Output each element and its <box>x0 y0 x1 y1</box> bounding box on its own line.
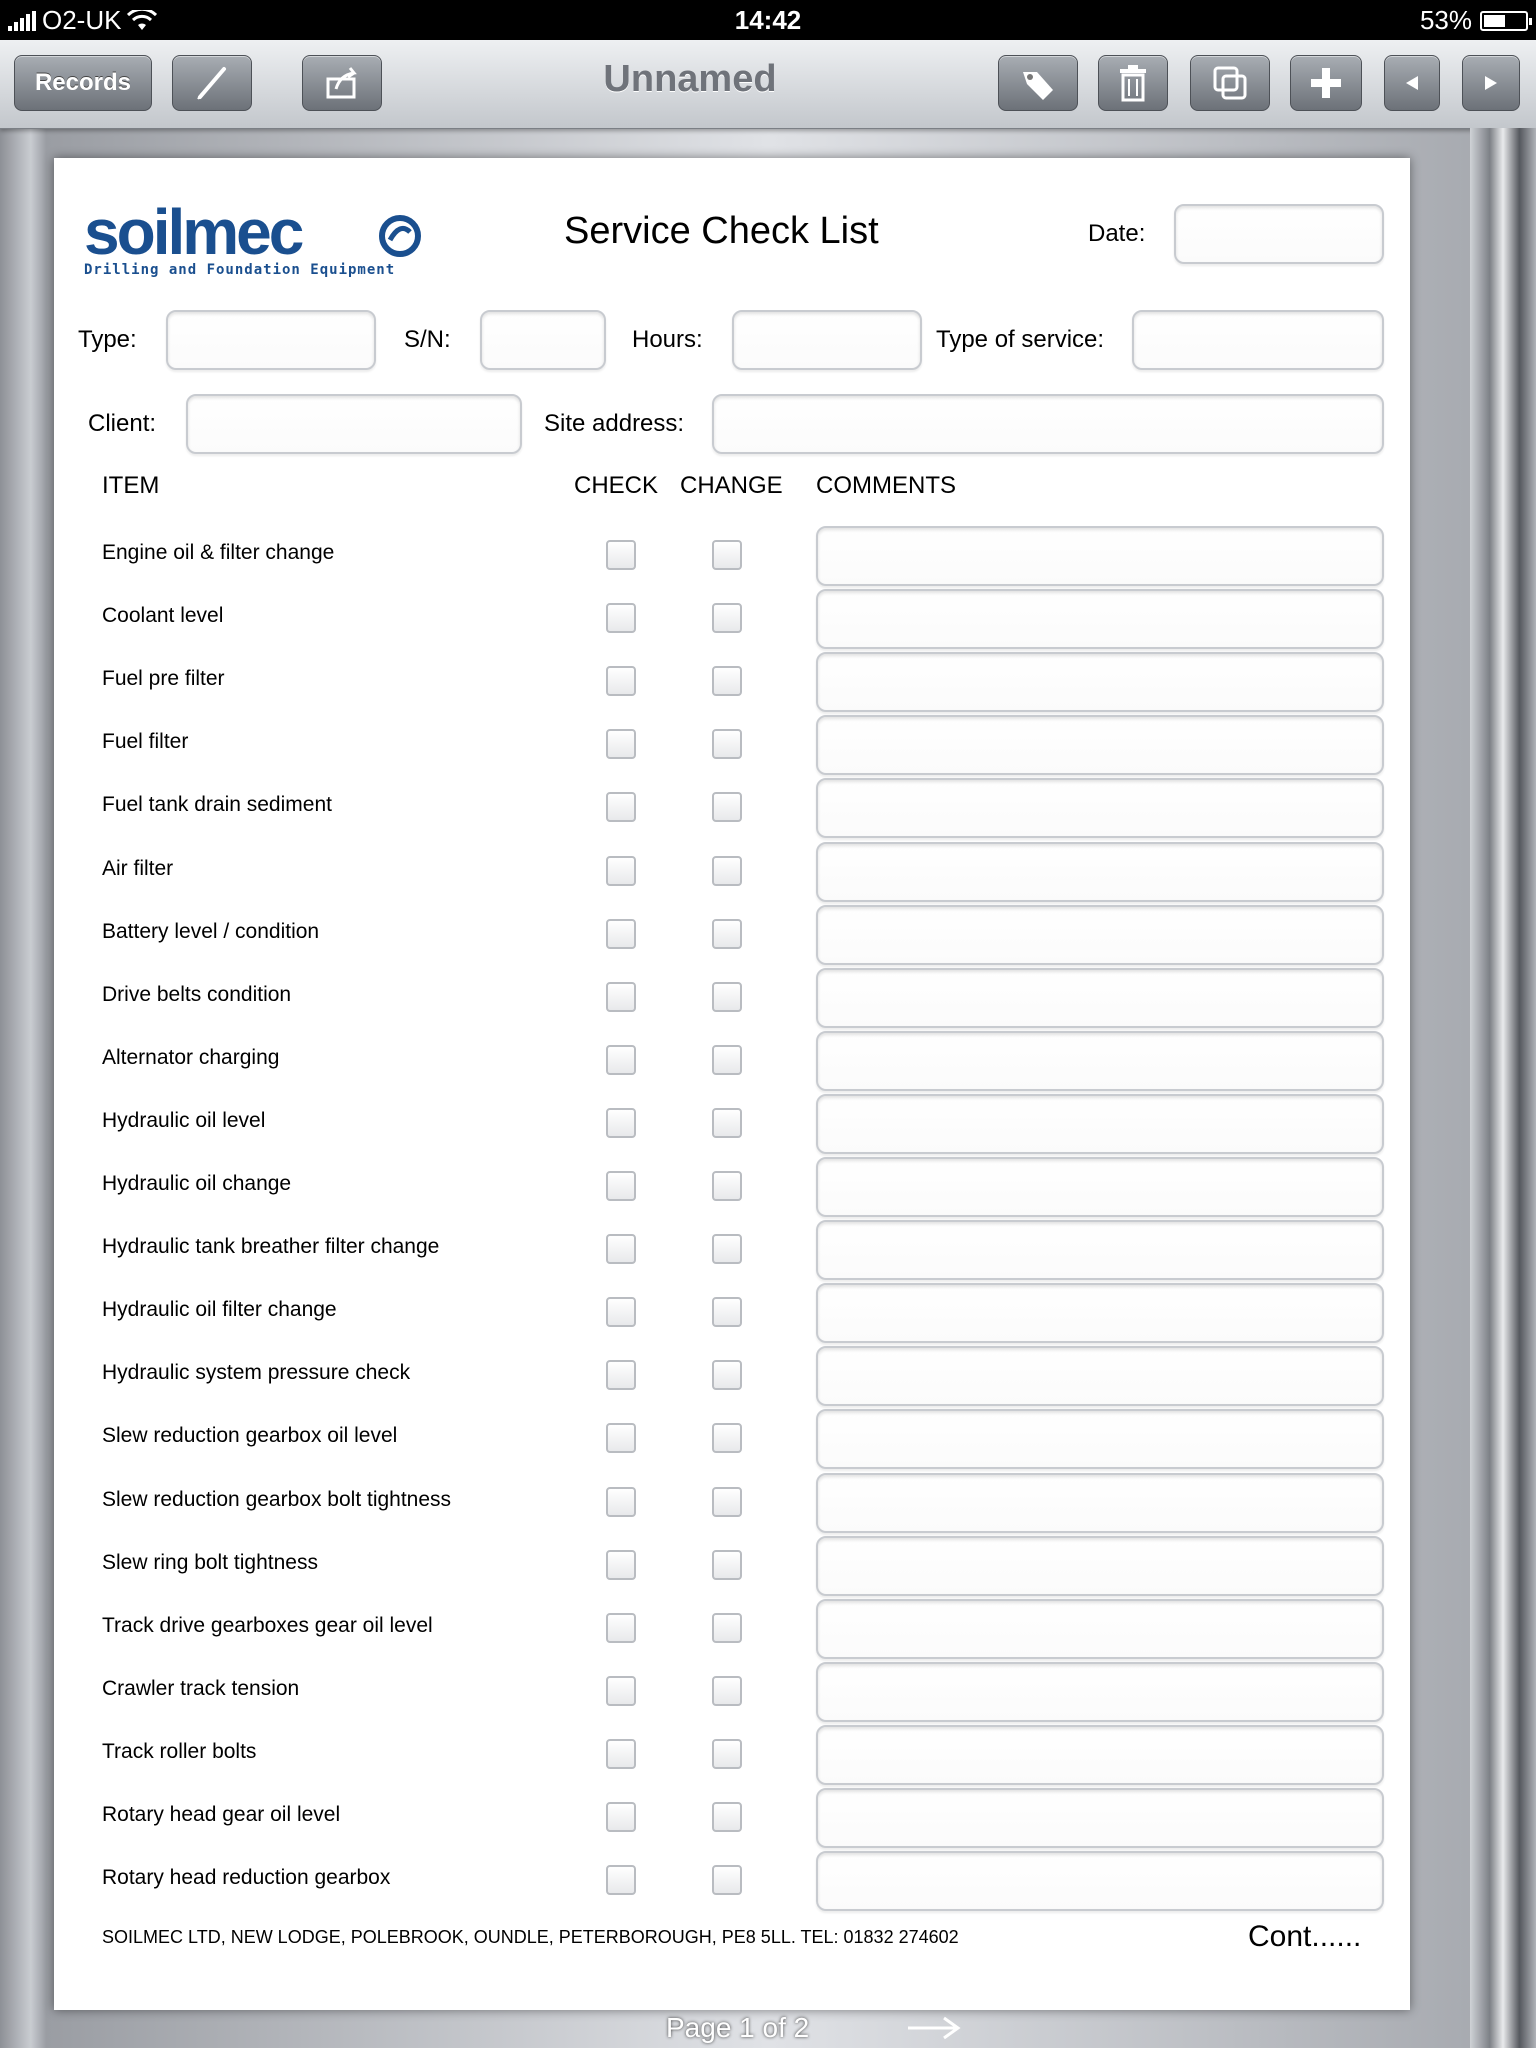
checklist-row <box>54 1538 1410 1601</box>
copy-icon <box>1210 63 1250 103</box>
check-checkbox[interactable] <box>606 856 636 886</box>
checklist-item-label: Fuel filter <box>102 730 189 754</box>
checklist-item-label: Slew ring bolt tightness <box>102 1550 318 1574</box>
site-address-label: Site address: <box>544 410 685 437</box>
checklist-row <box>54 1475 1410 1538</box>
change-checkbox[interactable] <box>712 603 742 633</box>
right-arrow-icon <box>1481 73 1501 93</box>
change-checkbox[interactable] <box>712 1550 742 1580</box>
checklist-row <box>54 1285 1410 1348</box>
comment-field[interactable] <box>816 1094 1384 1154</box>
checklist-item-label: Hydraulic system pressure check <box>102 1361 411 1385</box>
check-checkbox[interactable] <box>606 1550 636 1580</box>
checklist-row <box>54 1601 1410 1664</box>
check-checkbox[interactable] <box>606 729 636 759</box>
check-checkbox[interactable] <box>606 919 636 949</box>
change-checkbox[interactable] <box>712 1865 742 1895</box>
comment-field[interactable] <box>816 1157 1384 1217</box>
next-button[interactable] <box>1462 55 1520 111</box>
checklist-item-label: Hydraulic oil filter change <box>102 1298 337 1322</box>
change-checkbox[interactable] <box>712 666 742 696</box>
check-checkbox[interactable] <box>606 792 636 822</box>
checklist-row <box>54 780 1410 843</box>
tag-icon <box>1017 62 1059 104</box>
duplicate-button[interactable] <box>1190 55 1270 111</box>
checklist-item-label: Hydraulic tank breather filter change <box>102 1235 440 1259</box>
checklist-row <box>54 1348 1410 1411</box>
share-button[interactable] <box>302 55 382 111</box>
comment-field[interactable] <box>816 1599 1384 1659</box>
sn-label: S/N: <box>404 326 451 353</box>
trash-icon <box>1116 63 1150 103</box>
next-page-preview <box>1470 128 1536 2048</box>
check-checkbox[interactable] <box>606 1423 636 1453</box>
checklist-item-label: Coolant level <box>102 604 224 628</box>
change-checkbox[interactable] <box>712 1108 742 1138</box>
checklist-item-label: Hydraulic oil level <box>102 1108 266 1132</box>
sn-field[interactable] <box>480 310 606 370</box>
continued-label: Cont...... <box>1248 1920 1362 1953</box>
share-icon <box>322 63 362 103</box>
check-checkbox[interactable] <box>606 1676 636 1706</box>
checklist-item-label: Slew reduction gearbox oil level <box>102 1424 398 1448</box>
service-type-field[interactable] <box>1132 310 1384 370</box>
checklist-row <box>54 1222 1410 1285</box>
check-checkbox[interactable] <box>606 1865 636 1895</box>
toolbar <box>0 40 1536 129</box>
logo-mark-icon <box>378 214 422 258</box>
plus-icon <box>1309 66 1343 100</box>
form-title: Service Check List <box>564 210 879 252</box>
change-checkbox[interactable] <box>712 1234 742 1264</box>
checklist-item-label: Air filter <box>102 856 174 880</box>
checklist-row <box>54 1096 1410 1159</box>
checklist-item-label: Crawler track tension <box>102 1676 300 1700</box>
checklist-row <box>54 1664 1410 1727</box>
checklist-row <box>54 1790 1410 1853</box>
comment-field[interactable] <box>816 589 1384 649</box>
left-arrow-icon <box>1402 73 1422 93</box>
change-column-header: CHANGE <box>680 472 783 499</box>
check-checkbox[interactable] <box>606 1045 636 1075</box>
comments-column-header: COMMENTS <box>816 472 956 499</box>
service-type-label: Type of service: <box>936 326 1105 353</box>
checklist-item-label: Drive belts condition <box>102 982 292 1006</box>
pen-icon <box>192 63 232 103</box>
check-checkbox[interactable] <box>606 982 636 1012</box>
change-checkbox[interactable] <box>712 1171 742 1201</box>
change-checkbox[interactable] <box>712 1423 742 1453</box>
add-button[interactable] <box>1290 55 1362 111</box>
checklist-row <box>54 1727 1410 1790</box>
change-checkbox[interactable] <box>712 982 742 1012</box>
change-checkbox[interactable] <box>712 919 742 949</box>
comment-field[interactable] <box>816 905 1384 965</box>
comment-field[interactable] <box>816 526 1384 586</box>
item-column-header: ITEM <box>102 472 160 499</box>
checklist-row <box>54 1033 1410 1096</box>
checklist-row <box>54 970 1410 1033</box>
hours-label: Hours: <box>632 326 703 353</box>
check-checkbox[interactable] <box>606 1108 636 1138</box>
checklist-row <box>54 907 1410 970</box>
check-checkbox[interactable] <box>606 603 636 633</box>
change-checkbox[interactable] <box>712 1739 742 1769</box>
check-checkbox[interactable] <box>606 1739 636 1769</box>
change-checkbox[interactable] <box>712 856 742 886</box>
checklist-item-label: Hydraulic oil change <box>102 1172 292 1195</box>
date-field[interactable] <box>1174 204 1384 264</box>
status-bar <box>0 0 1536 40</box>
comment-field[interactable] <box>816 842 1384 902</box>
checklist-row <box>54 1853 1410 1916</box>
checklist-row <box>54 1411 1410 1474</box>
check-checkbox[interactable] <box>606 1802 636 1832</box>
document-title: Unnamed <box>603 58 777 100</box>
checklist-item-label: Alternator charging <box>102 1045 280 1069</box>
change-checkbox[interactable] <box>712 792 742 822</box>
change-checkbox[interactable] <box>712 1676 742 1706</box>
carrier-name: O2-UK <box>42 5 122 35</box>
comment-field[interactable] <box>816 1473 1384 1533</box>
comment-field[interactable] <box>816 1662 1384 1722</box>
checklist-item-label: Rotary head gear oil level <box>102 1803 341 1826</box>
change-checkbox[interactable] <box>712 1360 742 1390</box>
comment-field[interactable] <box>816 1031 1384 1091</box>
delete-button[interactable] <box>1098 55 1168 111</box>
check-checkbox[interactable] <box>606 1297 636 1327</box>
hours-field[interactable] <box>732 310 922 370</box>
soilmec-logo: soilmec Drilling and Foundation Equipment <box>84 202 404 282</box>
checklist-row <box>54 717 1410 780</box>
checklist-row <box>54 654 1410 717</box>
check-checkbox[interactable] <box>606 1360 636 1390</box>
checklist-row <box>54 591 1410 654</box>
type-field[interactable] <box>166 310 376 370</box>
comment-field[interactable] <box>816 1409 1384 1469</box>
change-checkbox[interactable] <box>712 1297 742 1327</box>
change-checkbox[interactable] <box>712 540 742 570</box>
checklist-row <box>54 844 1410 907</box>
comment-field[interactable] <box>816 968 1384 1028</box>
comment-field[interactable] <box>816 1346 1384 1406</box>
check-checkbox[interactable] <box>606 666 636 696</box>
checklist-item-label: Fuel tank drain sediment <box>102 793 332 817</box>
checklist-row <box>54 1159 1410 1222</box>
tag-button[interactable] <box>998 55 1078 111</box>
check-checkbox[interactable] <box>606 1487 636 1517</box>
form-page <box>54 158 1410 2010</box>
checklist-row <box>54 528 1410 591</box>
client-label: Client: <box>88 410 157 437</box>
comment-field[interactable] <box>816 652 1384 712</box>
comment-field[interactable] <box>816 715 1384 775</box>
company-address: SOILMEC LTD, NEW LODGE, POLEBROOK, OUNDLE, PETERBOROUGH, PE8 5LL. TEL: 01832 274602 <box>102 1927 959 1947</box>
comment-field[interactable] <box>816 1536 1384 1596</box>
check-column-header: CHECK <box>574 472 659 499</box>
check-checkbox[interactable] <box>606 1171 636 1201</box>
date-label: Date: <box>1088 220 1146 247</box>
edit-button[interactable] <box>172 55 252 111</box>
comment-field[interactable] <box>816 778 1384 838</box>
change-checkbox[interactable] <box>712 1487 742 1517</box>
comment-field[interactable] <box>816 1283 1384 1343</box>
previous-button[interactable] <box>1384 55 1440 111</box>
records-button[interactable]: Records <box>14 55 152 111</box>
clock: 14:42 <box>734 5 802 35</box>
change-checkbox[interactable] <box>712 1613 742 1643</box>
checklist-item-label: Track roller bolts <box>102 1739 257 1763</box>
check-checkbox[interactable] <box>606 1613 636 1643</box>
next-page-arrow-icon[interactable] <box>906 2016 962 2040</box>
client-field[interactable] <box>186 394 522 454</box>
checklist-item-label: Track drive gearboxes gear oil level <box>102 1613 433 1637</box>
page-indicator: Page 1 of 2 <box>666 2012 810 2043</box>
change-checkbox[interactable] <box>712 1802 742 1832</box>
checklist-item-label: Rotary head reduction gearbox <box>102 1866 391 1890</box>
battery-percent: 53% <box>1419 5 1472 35</box>
comment-field[interactable] <box>816 1725 1384 1785</box>
type-label: Type: <box>78 326 137 353</box>
change-checkbox[interactable] <box>712 729 742 759</box>
comment-field[interactable] <box>816 1851 1384 1911</box>
check-checkbox[interactable] <box>606 1234 636 1264</box>
change-checkbox[interactable] <box>712 1045 742 1075</box>
checklist-item-label: Battery level / condition <box>102 919 320 943</box>
checklist-item-label: Slew reduction gearbox bolt tightness <box>102 1487 452 1511</box>
battery-status <box>1420 5 1528 36</box>
comment-field[interactable] <box>816 1220 1384 1280</box>
checklist-item-label: Fuel pre filter <box>102 667 225 691</box>
comment-field[interactable] <box>816 1788 1384 1848</box>
site-address-field[interactable] <box>712 394 1384 454</box>
check-checkbox[interactable] <box>606 540 636 570</box>
checklist-item-label: Engine oil & filter change <box>102 541 335 564</box>
battery-icon <box>1480 11 1528 31</box>
